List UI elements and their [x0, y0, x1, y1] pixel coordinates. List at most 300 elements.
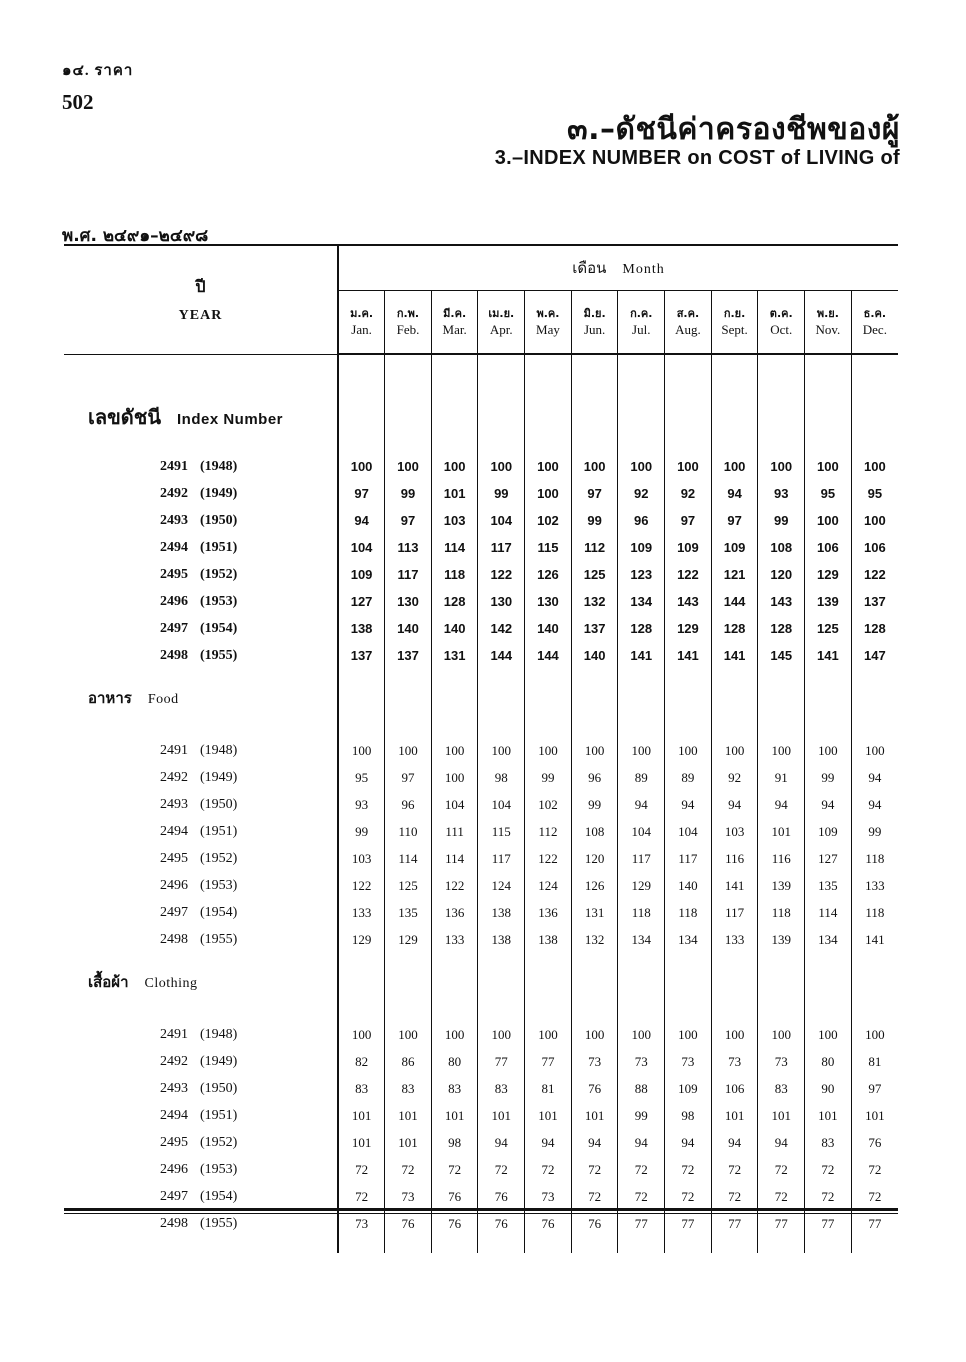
value-cell: 137 — [571, 615, 618, 642]
value-cell: 109 — [665, 534, 712, 561]
value-cell: 144 — [478, 642, 525, 669]
value-cell: 120 — [571, 845, 618, 872]
value-cell: 142 — [478, 615, 525, 642]
month-english-label: Apr. — [489, 322, 513, 337]
value-cell: 101 — [758, 1102, 805, 1129]
value-cell: 99 — [758, 507, 805, 534]
value-cell: 104 — [665, 818, 712, 845]
year-common-era: (1952) — [200, 566, 238, 582]
value-cell: 100 — [864, 513, 886, 528]
year-buddhist-era: 2497 — [160, 1188, 188, 1204]
value-cell: 94 — [525, 1129, 572, 1156]
value-cell: 100 — [758, 737, 805, 764]
year-common-era: (1948) — [200, 742, 238, 758]
value-cell: 139 — [805, 588, 852, 615]
value-cell: 109 — [618, 534, 665, 561]
value-cell: 137 — [385, 642, 432, 669]
value-cell: 100 — [665, 453, 712, 480]
table-row — [64, 791, 898, 818]
value-cell: 89 — [618, 764, 665, 791]
year-header-english: YEAR — [178, 308, 223, 324]
month-header-thai: เดือน — [572, 259, 607, 277]
year-common-era: (1950) — [200, 796, 238, 812]
value-cell: 100 — [711, 737, 758, 764]
table-row — [64, 1048, 898, 1075]
value-cell: 109 — [805, 818, 852, 845]
value-cell: 97 — [571, 480, 618, 507]
value-cell: 118 — [865, 904, 885, 920]
section-title-thai: เสื้อผ้า — [88, 973, 129, 991]
value-cell: 97 — [868, 1080, 882, 1096]
value-cell: 145 — [758, 642, 805, 669]
table-row — [64, 899, 898, 926]
month-english-label: Sept. — [721, 322, 748, 337]
year-common-era: (1951) — [200, 823, 238, 839]
value-cell: 141 — [865, 931, 885, 947]
title-english: 3.–INDEX NUMBER on COST of LIVING of — [494, 147, 900, 169]
section-title-thai: อาหาร — [88, 689, 132, 707]
year-label-cell — [64, 1183, 338, 1210]
month-english-label: Feb. — [396, 322, 420, 337]
spacer-row — [64, 727, 898, 737]
year-buddhist-era: 2492 — [160, 769, 188, 785]
value-cell: 77 — [805, 1210, 852, 1237]
value-cell: 72 — [525, 1156, 572, 1183]
value-cell: 100 — [758, 1021, 805, 1048]
month-header-english: Month — [622, 262, 665, 277]
year-buddhist-era: 2492 — [160, 485, 188, 501]
value-cell: 76 — [431, 1210, 478, 1237]
value-cell: 99 — [525, 764, 572, 791]
value-cell: 121 — [711, 561, 758, 588]
value-cell: 111 — [431, 818, 478, 845]
value-cell: 100 — [618, 737, 665, 764]
value-cell: 92 — [618, 480, 665, 507]
value-cell: 95 — [338, 764, 385, 791]
year-buddhist-era: 2496 — [160, 877, 188, 893]
table-row — [64, 1102, 898, 1129]
value-cell: 129 — [618, 872, 665, 899]
value-cell: 76 — [431, 1183, 478, 1210]
year-common-era: (1954) — [200, 620, 238, 636]
month-thai-label: ก.ย. — [723, 307, 746, 320]
value-cell: 125 — [385, 872, 432, 899]
value-cell: 100 — [385, 1021, 432, 1048]
value-cell: 101 — [431, 480, 478, 507]
year-buddhist-era: 2497 — [160, 904, 188, 920]
value-cell: 100 — [525, 737, 572, 764]
value-cell: 99 — [478, 480, 525, 507]
value-cell: 72 — [571, 1156, 618, 1183]
year-buddhist-era: 2493 — [160, 512, 188, 528]
value-cell: 72 — [805, 1156, 852, 1183]
year-common-era: (1952) — [200, 1134, 238, 1150]
section-title-thai: เลขดัชนี — [88, 405, 161, 429]
value-cell: 100 — [618, 453, 665, 480]
value-cell: 118 — [431, 561, 478, 588]
value-cell: 101 — [525, 1102, 572, 1129]
value-cell: 147 — [864, 648, 886, 663]
year-common-era: (1953) — [200, 593, 238, 609]
value-cell: 140 — [385, 615, 432, 642]
value-cell: 132 — [571, 926, 618, 953]
value-cell: 101 — [758, 818, 805, 845]
month-header-7 — [618, 291, 665, 355]
year-buddhist-era: 2493 — [160, 796, 188, 812]
value-cell: 118 — [865, 850, 885, 866]
value-cell: 134 — [665, 926, 712, 953]
year-buddhist-era: 2496 — [160, 593, 188, 609]
year-label-cell — [64, 453, 338, 480]
value-cell: 94 — [618, 1129, 665, 1156]
value-cell: 100 — [571, 1021, 618, 1048]
year-buddhist-era: 2491 — [160, 458, 188, 474]
table-row — [64, 818, 898, 845]
value-cell: 128 — [758, 615, 805, 642]
value-cell: 92 — [711, 764, 758, 791]
value-cell: 141 — [665, 642, 712, 669]
value-cell: 93 — [338, 791, 385, 818]
value-cell: 122 — [864, 567, 886, 582]
value-cell: 100 — [478, 453, 525, 480]
month-english-label: Jul. — [632, 322, 651, 337]
value-cell: 106 — [805, 534, 852, 561]
value-cell: 136 — [431, 899, 478, 926]
value-cell: 77 — [478, 1048, 525, 1075]
year-common-era: (1955) — [200, 647, 238, 663]
value-cell: 94 — [805, 791, 852, 818]
year-label-cell — [64, 534, 338, 561]
value-cell: 100 — [805, 1021, 852, 1048]
value-cell: 76 — [478, 1210, 525, 1237]
value-cell: 117 — [711, 899, 758, 926]
value-cell: 72 — [665, 1156, 712, 1183]
value-cell: 76 — [525, 1210, 572, 1237]
year-label-cell — [64, 1210, 338, 1237]
value-cell: 98 — [665, 1102, 712, 1129]
table-row — [64, 534, 898, 561]
year-common-era: (1948) — [200, 458, 238, 474]
section-title-english: Clothing — [144, 976, 198, 991]
year-buddhist-era: 2494 — [160, 539, 188, 555]
value-cell: 118 — [665, 899, 712, 926]
value-cell: 100 — [865, 742, 885, 758]
value-cell: 77 — [665, 1210, 712, 1237]
value-cell: 103 — [431, 507, 478, 534]
value-cell: 94 — [711, 480, 758, 507]
value-cell: 141 — [805, 642, 852, 669]
year-label-cell — [64, 642, 338, 669]
value-cell: 130 — [385, 588, 432, 615]
value-cell: 133 — [431, 926, 478, 953]
value-cell: 104 — [478, 507, 525, 534]
value-cell: 97 — [711, 507, 758, 534]
value-cell: 77 — [711, 1210, 758, 1237]
value-cell: 100 — [338, 1021, 385, 1048]
value-cell: 99 — [338, 818, 385, 845]
value-cell: 98 — [478, 764, 525, 791]
value-cell: 100 — [805, 737, 852, 764]
value-cell: 144 — [711, 588, 758, 615]
month-english-label: Mar. — [442, 322, 467, 337]
value-cell: 83 — [338, 1075, 385, 1102]
value-cell: 72 — [338, 1156, 385, 1183]
value-cell: 131 — [431, 642, 478, 669]
value-cell: 89 — [665, 764, 712, 791]
value-cell: 100 — [385, 453, 432, 480]
table-row — [64, 642, 898, 669]
value-cell: 133 — [865, 877, 885, 893]
value-cell: 125 — [805, 615, 852, 642]
value-cell: 112 — [525, 818, 572, 845]
value-cell: 72 — [385, 1156, 432, 1183]
value-cell: 72 — [758, 1183, 805, 1210]
value-cell: 118 — [758, 899, 805, 926]
value-cell: 140 — [665, 872, 712, 899]
value-cell: 99 — [618, 1102, 665, 1129]
table-row — [64, 1075, 898, 1102]
section-header-row — [64, 354, 898, 443]
value-cell: 72 — [665, 1183, 712, 1210]
value-cell: 101 — [385, 1129, 432, 1156]
table-row — [64, 926, 898, 953]
month-header-12 — [851, 291, 898, 355]
value-cell: 101 — [385, 1102, 432, 1129]
value-cell: 97 — [665, 507, 712, 534]
value-cell: 76 — [385, 1210, 432, 1237]
value-cell: 94 — [868, 796, 882, 812]
year-label-cell — [64, 1075, 338, 1102]
value-cell: 100 — [431, 737, 478, 764]
year-label-cell — [64, 764, 338, 791]
value-cell: 100 — [865, 1026, 885, 1042]
month-thai-label: มิ.ย. — [583, 307, 606, 320]
value-cell: 100 — [864, 459, 886, 474]
year-common-era: (1952) — [200, 850, 238, 866]
year-label-cell — [64, 1129, 338, 1156]
table-row — [64, 561, 898, 588]
value-cell: 114 — [805, 899, 852, 926]
section-title-english: Food — [147, 692, 179, 707]
value-cell: 104 — [478, 791, 525, 818]
value-cell: 83 — [805, 1129, 852, 1156]
value-cell: 100 — [525, 453, 572, 480]
year-header-thai: ปี — [195, 277, 206, 297]
month-header-8 — [665, 291, 712, 355]
month-english-label: Nov. — [815, 322, 841, 337]
value-cell: 76 — [868, 1134, 882, 1150]
value-cell: 133 — [338, 899, 385, 926]
value-cell: 100 — [338, 453, 385, 480]
value-cell: 101 — [338, 1102, 385, 1129]
value-cell: 100 — [478, 1021, 525, 1048]
value-cell: 73 — [665, 1048, 712, 1075]
value-cell: 103 — [711, 818, 758, 845]
table-row — [64, 737, 898, 764]
year-common-era: (1955) — [200, 1215, 238, 1231]
value-cell: 77 — [868, 1215, 882, 1231]
table-row — [64, 1021, 898, 1048]
data-table — [64, 244, 898, 1253]
value-cell: 127 — [805, 845, 852, 872]
value-cell: 94 — [868, 769, 882, 785]
value-cell: 131 — [571, 899, 618, 926]
year-label-cell — [64, 818, 338, 845]
value-cell: 102 — [525, 507, 572, 534]
value-cell: 73 — [571, 1048, 618, 1075]
month-thai-label: พ.ย. — [816, 307, 839, 320]
month-thai-label: ก.พ. — [396, 307, 420, 320]
month-header-1 — [338, 291, 385, 355]
value-cell: 100 — [711, 1021, 758, 1048]
value-cell: 109 — [711, 534, 758, 561]
value-cell: 80 — [805, 1048, 852, 1075]
value-cell: 137 — [864, 594, 886, 609]
value-cell: 99 — [571, 791, 618, 818]
year-common-era: (1955) — [200, 931, 238, 947]
value-cell: 114 — [431, 845, 478, 872]
value-cell: 120 — [758, 561, 805, 588]
value-cell: 123 — [618, 561, 665, 588]
value-cell: 94 — [758, 1129, 805, 1156]
table-row — [64, 480, 898, 507]
value-cell: 141 — [711, 872, 758, 899]
year-label-cell — [64, 480, 338, 507]
month-english-label: Dec. — [862, 322, 887, 337]
year-label-cell — [64, 899, 338, 926]
value-cell: 100 — [665, 1021, 712, 1048]
value-cell: 100 — [431, 453, 478, 480]
value-cell: 94 — [665, 1129, 712, 1156]
value-cell: 128 — [864, 621, 886, 636]
month-thai-label: เม.ย. — [488, 307, 515, 320]
cost-of-living-table — [64, 244, 898, 1231]
year-common-era: (1953) — [200, 1161, 238, 1177]
value-cell: 73 — [525, 1183, 572, 1210]
value-cell: 122 — [525, 845, 572, 872]
value-cell: 72 — [805, 1183, 852, 1210]
value-cell: 106 — [864, 540, 886, 555]
value-cell: 117 — [478, 534, 525, 561]
value-cell: 100 — [338, 737, 385, 764]
value-cell: 72 — [618, 1183, 665, 1210]
value-cell: 100 — [385, 737, 432, 764]
value-cell: 73 — [711, 1048, 758, 1075]
month-thai-label: ก.ค. — [630, 307, 653, 320]
value-cell: 72 — [571, 1183, 618, 1210]
year-label-cell — [64, 845, 338, 872]
year-column-header — [64, 245, 338, 354]
value-cell: 76 — [571, 1075, 618, 1102]
year-common-era: (1950) — [200, 512, 238, 528]
value-cell: 134 — [805, 926, 852, 953]
month-column-header — [338, 245, 898, 291]
value-cell: 99 — [868, 823, 882, 839]
month-english-label: Oct. — [770, 322, 793, 337]
year-buddhist-era: 2496 — [160, 1161, 188, 1177]
value-cell: 114 — [431, 534, 478, 561]
value-cell: 122 — [431, 872, 478, 899]
year-buddhist-era: 2498 — [160, 931, 188, 947]
year-common-era: (1948) — [200, 1026, 238, 1042]
year-label-cell — [64, 1021, 338, 1048]
value-cell: 140 — [431, 615, 478, 642]
year-label-cell — [64, 737, 338, 764]
value-cell: 137 — [338, 642, 385, 669]
value-cell: 116 — [711, 845, 758, 872]
year-buddhist-era: 2498 — [160, 1215, 188, 1231]
value-cell: 99 — [805, 764, 852, 791]
value-cell: 88 — [618, 1075, 665, 1102]
page-number: 502 — [62, 90, 94, 114]
table-row — [64, 615, 898, 642]
value-cell: 98 — [431, 1129, 478, 1156]
value-cell: 143 — [758, 588, 805, 615]
spacer-row — [64, 1011, 898, 1021]
value-cell: 86 — [385, 1048, 432, 1075]
value-cell: 101 — [865, 1107, 885, 1123]
month-header-3 — [431, 291, 478, 355]
value-cell: 106 — [711, 1075, 758, 1102]
value-cell: 110 — [385, 818, 432, 845]
value-cell: 92 — [665, 480, 712, 507]
year-label-cell — [64, 872, 338, 899]
value-cell: 94 — [478, 1129, 525, 1156]
month-english-label: Jun. — [583, 322, 606, 337]
value-cell: 101 — [431, 1102, 478, 1129]
month-header-2 — [385, 291, 432, 355]
value-cell: 97 — [385, 764, 432, 791]
value-cell: 94 — [665, 791, 712, 818]
month-header-9 — [711, 291, 758, 355]
value-cell: 143 — [665, 588, 712, 615]
value-cell: 72 — [618, 1156, 665, 1183]
value-cell: 116 — [758, 845, 805, 872]
month-english-label: Aug. — [675, 322, 701, 337]
value-cell: 108 — [758, 534, 805, 561]
value-cell: 134 — [618, 926, 665, 953]
value-cell: 129 — [665, 615, 712, 642]
year-buddhist-era: 2497 — [160, 620, 188, 636]
value-cell: 94 — [338, 507, 385, 534]
value-cell: 122 — [338, 872, 385, 899]
value-cell: 104 — [431, 791, 478, 818]
value-cell: 141 — [711, 642, 758, 669]
value-cell: 94 — [711, 1129, 758, 1156]
month-english-label: Jan. — [351, 322, 372, 337]
month-english-label: May — [536, 322, 560, 337]
value-cell: 100 — [525, 480, 572, 507]
month-header-5 — [525, 291, 572, 355]
month-header-11 — [805, 291, 852, 355]
value-cell: 94 — [758, 791, 805, 818]
value-cell: 96 — [571, 764, 618, 791]
table-row — [64, 872, 898, 899]
value-cell: 81 — [525, 1075, 572, 1102]
year-label-cell — [64, 1102, 338, 1129]
year-common-era: (1949) — [200, 485, 238, 501]
value-cell: 77 — [618, 1210, 665, 1237]
table-row — [64, 588, 898, 615]
value-cell: 138 — [338, 615, 385, 642]
value-cell: 100 — [665, 737, 712, 764]
year-common-era: (1954) — [200, 904, 238, 920]
value-cell: 72 — [868, 1188, 882, 1204]
month-thai-label: มี.ค. — [443, 307, 467, 320]
value-cell: 126 — [571, 872, 618, 899]
value-cell: 124 — [478, 872, 525, 899]
value-cell: 117 — [618, 845, 665, 872]
